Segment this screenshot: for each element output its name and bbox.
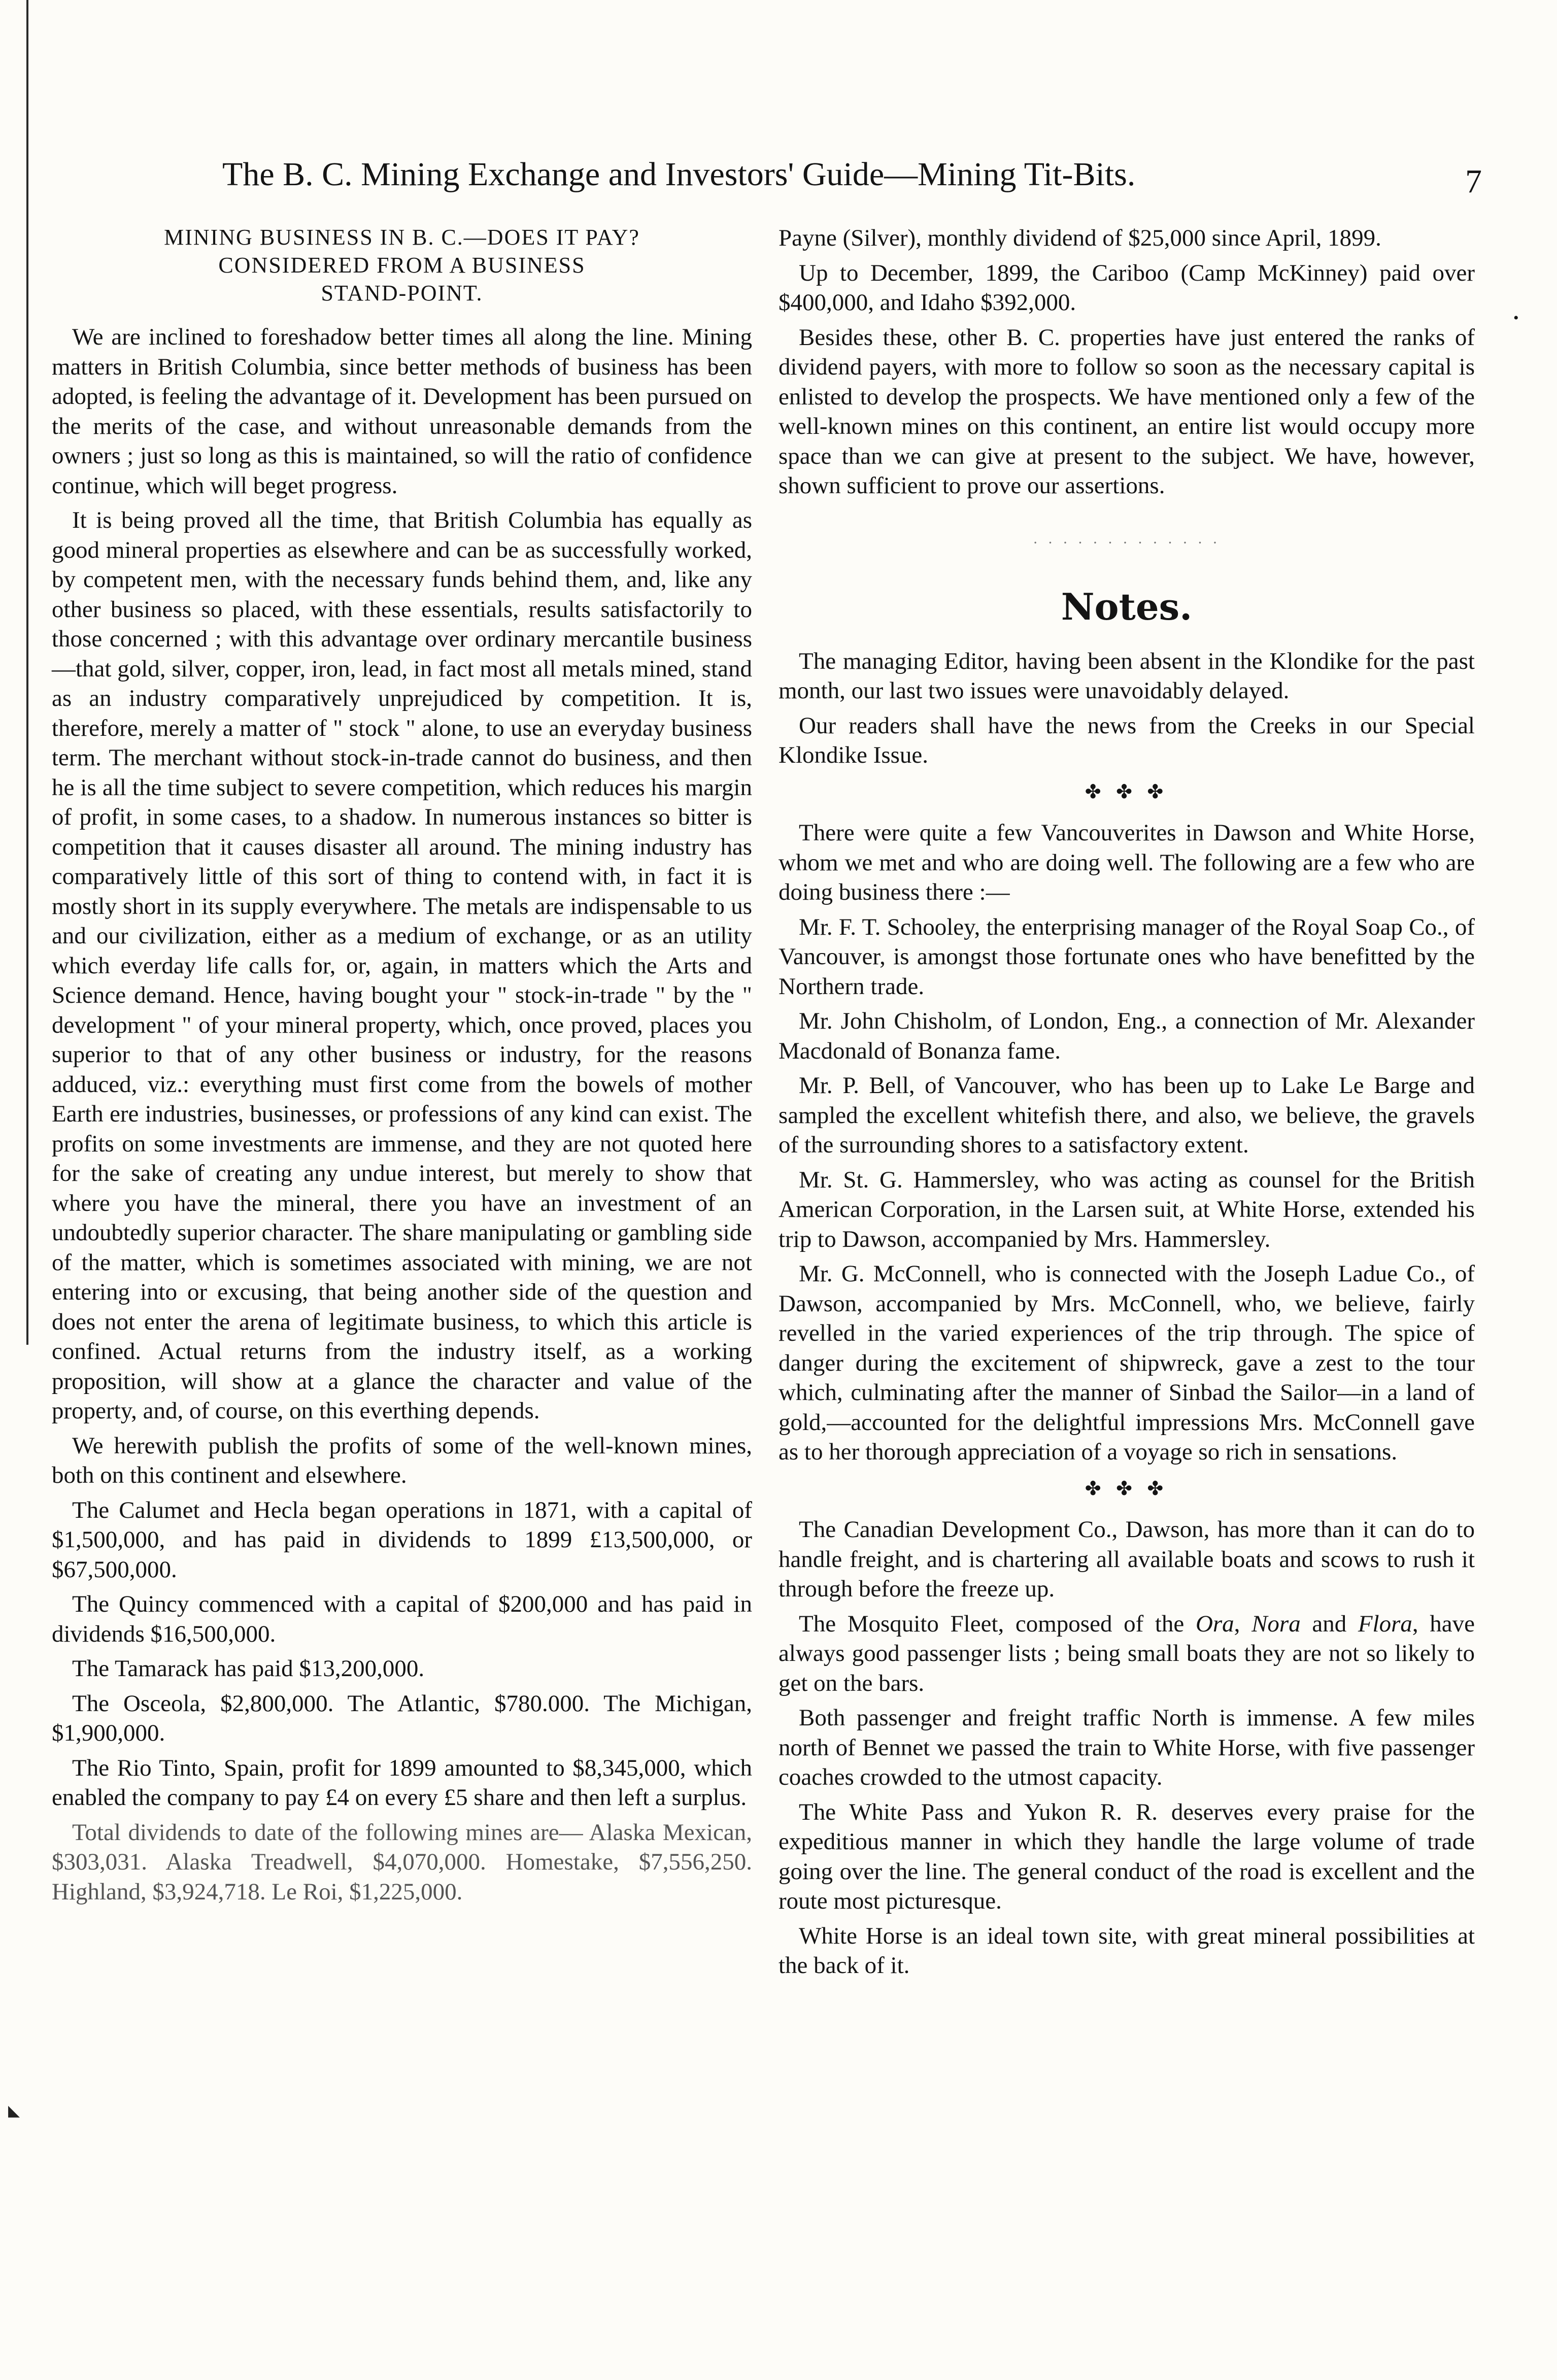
article-heading-line-3: STAND-POINT. bbox=[321, 281, 483, 305]
article-paragraph: Total dividends to date of the following mines are— Alaska Mexican, $303,031. Alaska Treadwell, $4,070,000. Homestake, $7,556,250. Highland, $3,924,718. Le Roi, $1,225,000. bbox=[52, 1819, 752, 1905]
note-paragraph: Both passenger and freight traffic North is immense. A few miles north of Bennet we passed the train to White Horse, with five passenger coaches crowded to the utmost capacity. bbox=[778, 1705, 1475, 1790]
section-divider: · · · · · · · · · · · · · bbox=[1033, 534, 1221, 551]
article-continued-paragraph: Payne (Silver), monthly dividend of $25,000 since April, 1899. bbox=[778, 225, 1381, 251]
note-paragraph: Mr. John Chisholm, of London, Eng., a connection of Mr. Alexander Macdonald of Bonanza fame. bbox=[778, 1008, 1475, 1064]
mosquito-text-prefix: The Mosquito Fleet, composed of the bbox=[799, 1610, 1196, 1637]
ornament-divider: ✤ ✤ ✤ bbox=[1085, 781, 1169, 803]
boat-name-nora: Nora bbox=[1251, 1610, 1301, 1637]
note-paragraph: There were quite a few Vancouverites in Dawson and White Horse, whom we met and who are doing well. The following are a few who are doing business there :— bbox=[778, 820, 1475, 905]
note-paragraph: The managing Editor, having been absent in the Klondike for the past month, our last two issues were unavoidably delayed. bbox=[778, 648, 1475, 704]
article-continued-paragraph: Besides these, other B. C. properties have just entered the ranks of dividend payers, with more to follow so soon as the necessary capital is enlisted to develop the prospects. We have mentioned only a few of the well-known mines on this continent, an entire list would occupy more space than we can give at present to the subject. We have, however, shown sufficient to prove our assertions. bbox=[778, 324, 1475, 499]
article-paragraph: The Quincy commenced with a capital of $200,000 and has paid in dividends $16,500,000. bbox=[52, 1591, 752, 1647]
header-title: The B. C. Mining Exchange and Investors' Guide—Mining Tit-Bits. bbox=[222, 156, 1136, 193]
page-number: 7 bbox=[1465, 163, 1482, 200]
note-paragraph: Mr. G. McConnell, who is connected with the Joseph Ladue Co., of Dawson, accompanied by Mrs. McConnell, who, we believe, fairly revelled in the varied experiences of the trip through. The spice of danger during the excitement of shipwreck, gave a zest to the tour which, culminating after the manner of Sinbad the Sailor—in a land of gold,—accounted for the delightful impressions Mrs. McConnell gave as to her thorough appreciation of a voyage so rich in sensations. bbox=[778, 1261, 1475, 1465]
article-heading-line-2: CONSIDERED FROM A BUSINESS bbox=[218, 253, 586, 278]
margin-mark: ◣ bbox=[8, 2102, 20, 2119]
article-paragraph: The Osceola, $2,800,000. The Atlantic, $780.000. The Michigan, $1,900,000. bbox=[52, 1690, 752, 1746]
note-paragraph-mosquito-fleet bbox=[778, 1609, 1475, 1698]
note-paragraph: Our readers shall have the news from the Creeks in our Special Klondike Issue. bbox=[778, 712, 1475, 768]
article-paragraph: We herewith publish the profits of some of the well-known mines, both on this continent and elsewhere. bbox=[52, 1432, 752, 1488]
article-paragraph: We are inclined to foreshadow better times all along the line. Mining matters in British Columbia, since better methods of business has been adopted, is feeling the advantage of it. Development has been pursued on the merits of the case, and without unreasonable demands from the owners ; just so long as this is maintained, so will the ratio of confidence continue, which will beget progress. bbox=[52, 324, 752, 499]
article-paragraph: It is being proved all the time, that British Columbia has equally as good mineral properties as elsewhere and can be as successfully worked, by competent men, with the necessary funds behind them, and, like any other business so placed, with these essentials, results satisfactorily to those concerned ; with this advantage over ordinary mercantile business—that gold, silver, copper, iron, lead, in fact most all metals mined, stand as an industry comparatively unprejudiced by competition. It is, therefore, merely a matter of " stock " alone, to use an everyday business term. The merchant without stock-in-trade cannot do business, and then he is all the time subject to severe competition, which reduces his margin of profit, in some cases, to a shadow. In numerous instances so bitter is competition that it causes disaster all around. The mining industry has comparatively little of this sort of thing to contend with, in fact it is mostly short in its supply everywhere. The metals are indispensable to us and our civilization, either as a medium of exchange, or as an utility which everday life calls for, or, again, in matters which the Arts and Science demand. Hence, having bought your " stock-in-trade " by the " development " of your mineral property, which, once proved, places you superior to that of any other business or industry, for the reasons adduced, viz.: everything must first come from the bowels of mother Earth ere industries, businesses, or professions of any kind can exist. The profits on some investments are immense, and they are not quoted here for the sake of creating any undue interest, but merely to show that where you have the mineral, there you have an investment of an undoubtedly superior character. The share manipulating or gambling side of the matter, which is sometimes associated with mining, we are not entering into or excusing, that being another side of the question and does not enter the arena of legitimate business, to which this article is confined. Actual returns from the industry itself, as a working proposition, will show at a glance the character and value of the property, and, of course, on this everthing depends. bbox=[52, 507, 752, 1424]
note-paragraph: Mr. P. Bell, of Vancouver, who has been up to Lake Le Barge and sampled the excellent whitefish there, and also, we believe, the gravels of the surrounding shores to a satisfactory extent. bbox=[778, 1072, 1475, 1158]
ornament-divider: ✤ ✤ ✤ bbox=[1085, 1478, 1169, 1500]
note-paragraph: Mr. F. T. Schooley, the enterprising manager of the Royal Soap Co., of Vancouver, is amongst those fortunate ones who have benefitted by the Northern trade. bbox=[778, 913, 1475, 1000]
mosquito-text-and: and bbox=[1300, 1610, 1358, 1637]
right-column bbox=[778, 223, 1475, 1986]
page-edge-rule bbox=[26, 0, 28, 1345]
article-heading bbox=[52, 223, 752, 307]
mosquito-text-suffix: , have always good passenger lists ; being small boats they are not so likely to get on the bars. bbox=[778, 1610, 1475, 1696]
article-paragraph: The Rio Tinto, Spain, profit for 1899 amounted to $8,345,000, which enabled the company to pay £4 on every £5 share and then left a surplus. bbox=[52, 1754, 752, 1811]
note-paragraph: The Canadian Development Co., Dawson, has more than it can do to handle freight, and is chartering all available boats and scows to rush it through before the freeze up. bbox=[778, 1516, 1475, 1602]
note-paragraph: Mr. St. G. Hammersley, who was acting as counsel for the British American Corporation, in the Larsen suit, at White Horse, extended his trip to Dawson, accompanied by Mrs. Hammersley. bbox=[778, 1166, 1475, 1252]
notes-heading: Notes. bbox=[1061, 585, 1193, 628]
speck-mark: • bbox=[1513, 310, 1519, 326]
article-heading-line-1: MINING BUSINESS IN B. C.—DOES IT PAY? bbox=[164, 225, 640, 250]
note-paragraph: The White Pass and Yukon R. R. deserves every praise for the expeditious manner in which they handle the large volume of trade going over the line. The general conduct of the road is excellent and the route most picturesque. bbox=[778, 1798, 1475, 1914]
note-paragraph: White Horse is an ideal town site, with great mineral possibilities at the back of it. bbox=[778, 1922, 1475, 1979]
article-continued-paragraph: Up to December, 1899, the Cariboo (Camp McKinney) paid over $400,000, and Idaho $392,000. bbox=[778, 259, 1475, 316]
mosquito-text-sep: , bbox=[1234, 1610, 1252, 1637]
left-column bbox=[52, 223, 752, 1912]
article-paragraph: The Tamarack has paid $13,200,000. bbox=[72, 1655, 425, 1682]
boat-name-ora: Ora bbox=[1195, 1610, 1234, 1637]
article-paragraph: The Calumet and Hecla began operations in 1871, with a capital of $1,500,000, and has paid in dividends to 1899 £13,500,000, or $67,500,000. bbox=[52, 1497, 752, 1583]
boat-name-flora: Flora bbox=[1358, 1610, 1412, 1637]
